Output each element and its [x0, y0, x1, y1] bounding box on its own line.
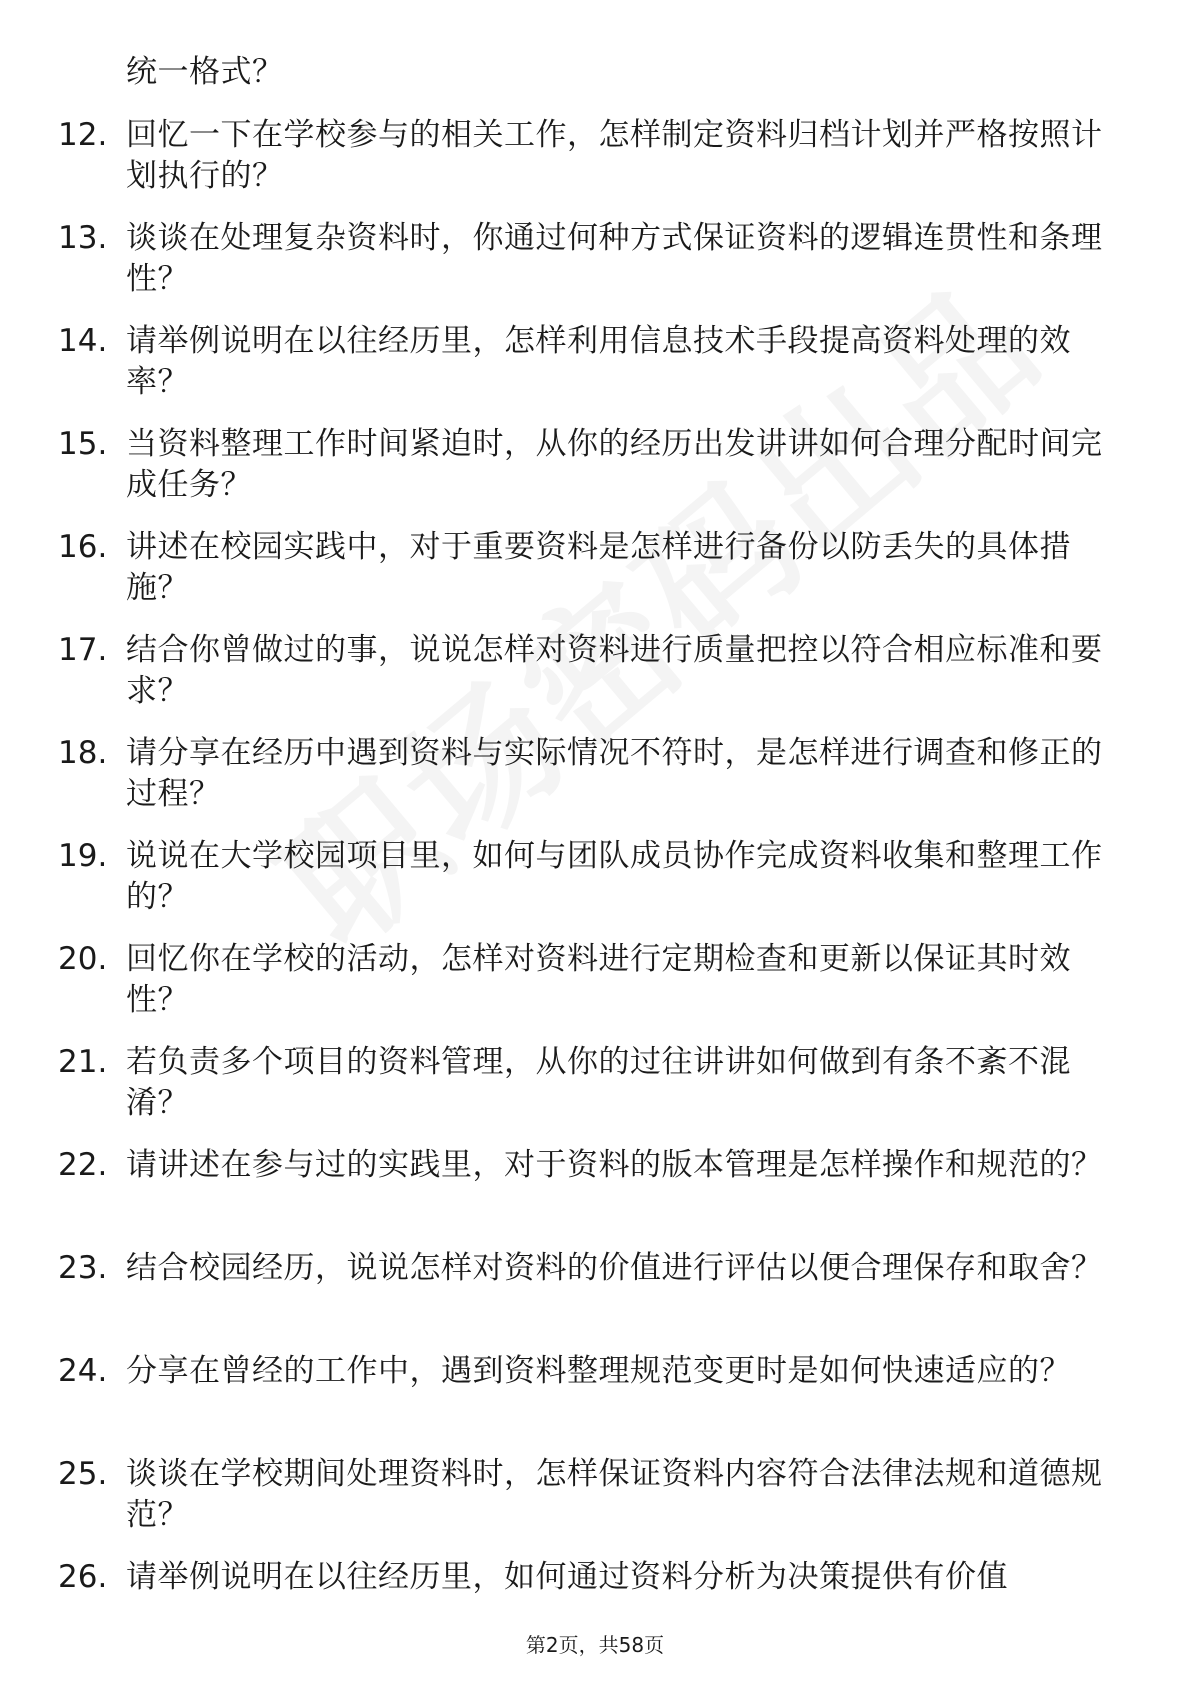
question-number: 12.: [58, 117, 108, 153]
list-item: [0, 939, 1190, 1042]
question-number: 20.: [58, 941, 108, 977]
list-item: [0, 115, 1190, 218]
page-footer: 第2页，共58页: [525, 1633, 665, 1657]
question-text: 请分享在经历中遇到资料与实际情况不符时，是怎样进行调查和修正的过程？: [126, 735, 1103, 812]
question-number: 22.: [58, 1147, 108, 1183]
question-list: [0, 115, 1190, 1660]
question-text: 分享在曾经的工作中，遇到资料整理规范变更时是如何快速适应的？: [126, 1353, 1071, 1389]
question-number: 21.: [58, 1044, 108, 1080]
continued-question-text: 统一格式？: [126, 54, 284, 90]
question-number: 23.: [58, 1250, 108, 1286]
question-text: 谈谈在处理复杂资料时，你通过何种方式保证资料的逻辑连贯性和条理性？: [126, 220, 1103, 297]
list-item: [0, 1042, 1190, 1145]
list-item: [0, 836, 1190, 939]
question-number: 18.: [58, 735, 108, 771]
question-number: 24.: [58, 1353, 108, 1389]
question-text: 请举例说明在以往经历里，如何通过资料分析为决策提供有价值: [126, 1559, 1008, 1595]
question-text: 回忆一下在学校参与的相关工作，怎样制定资料归档计划并严格按照计划执行的？: [126, 117, 1103, 194]
question-text: 请举例说明在以往经历里，怎样利用信息技术手段提高资料处理的效率？: [126, 323, 1071, 400]
list-item: [0, 1248, 1190, 1351]
list-item: [0, 218, 1190, 321]
question-text: 请讲述在参与过的实践里，对于资料的版本管理是怎样操作和规范的？: [126, 1147, 1103, 1183]
question-text: 回忆你在学校的活动，怎样对资料进行定期检查和更新以保证其时效性？: [126, 941, 1071, 1018]
list-item: [0, 1145, 1190, 1248]
question-number: 25.: [58, 1456, 108, 1492]
question-number: 13.: [58, 220, 108, 256]
question-number: 19.: [58, 838, 108, 874]
list-item: [0, 630, 1190, 733]
question-text: 若负责多个项目的资料管理，从你的过往讲讲如何做到有条不紊不混淆？: [126, 1044, 1071, 1121]
list-item: [0, 527, 1190, 630]
list-item: [0, 733, 1190, 836]
question-text: 谈谈在学校期间处理资料时，怎样保证资料内容符合法律法规和道德规范？: [126, 1456, 1103, 1533]
list-item: [0, 1351, 1190, 1454]
question-text: 讲述在校园实践中，对于重要资料是怎样进行备份以防丢失的具体措施？: [126, 529, 1071, 606]
list-item: [0, 321, 1190, 424]
list-item: [0, 424, 1190, 527]
question-text: 说说在大学校园项目里，如何与团队成员协作完成资料收集和整理工作的？: [126, 838, 1103, 915]
question-text: 结合校园经历，说说怎样对资料的价值进行评估以便合理保存和取舍？: [126, 1250, 1103, 1286]
list-item: [0, 1454, 1190, 1557]
question-text: 当资料整理工作时间紧迫时，从你的经历出发讲讲如何合理分配时间完成任务？: [126, 426, 1103, 503]
question-number: 15.: [58, 426, 108, 462]
question-number: 14.: [58, 323, 108, 359]
question-number: 17.: [58, 632, 108, 668]
question-text: 结合你曾做过的事，说说怎样对资料进行质量把控以符合相应标准和要求？: [126, 632, 1103, 709]
question-number: 16.: [58, 529, 108, 565]
question-number: 26.: [58, 1559, 108, 1595]
